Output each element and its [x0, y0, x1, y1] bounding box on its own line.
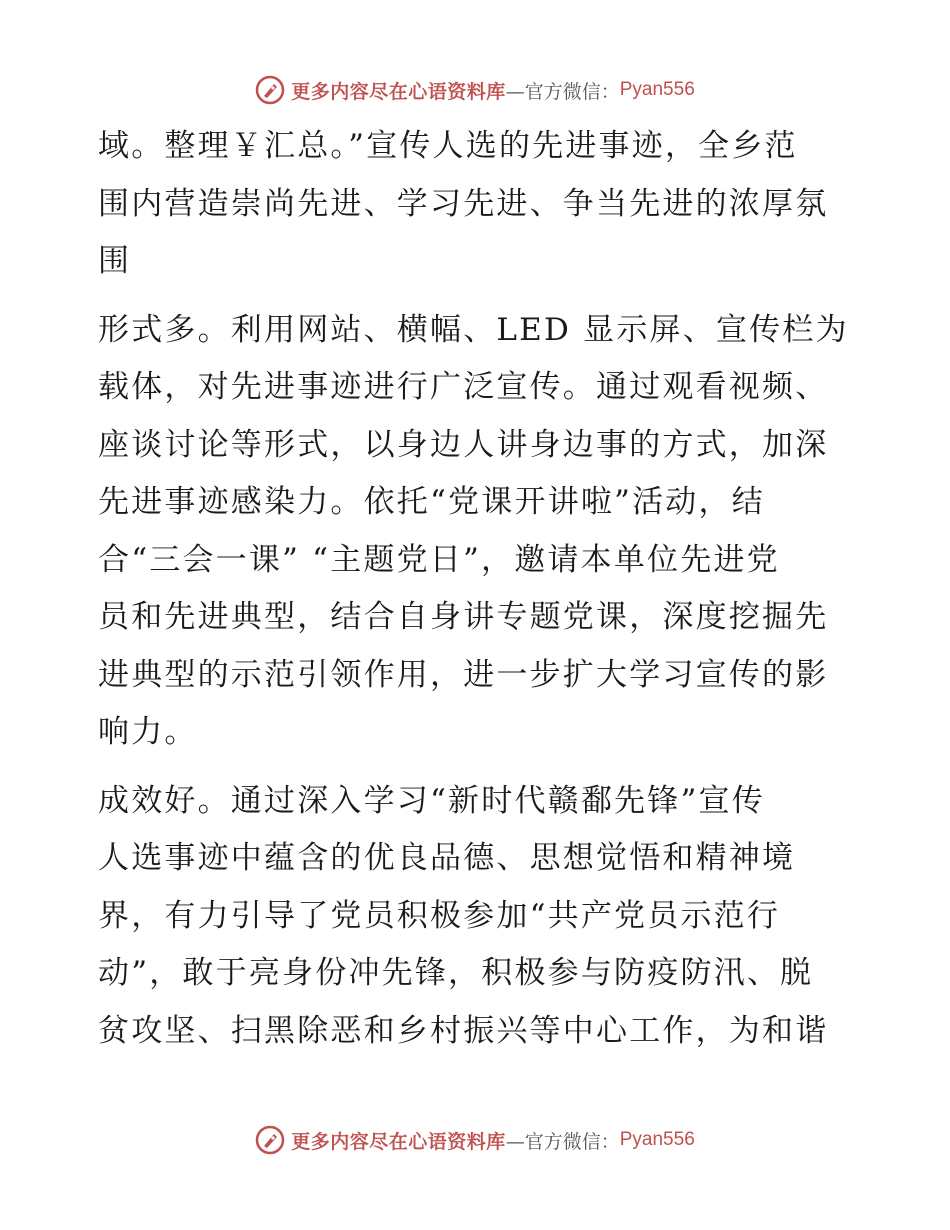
- text-line: 成效好。通过深入学习“新时代赣鄱先锋”宣传: [98, 782, 765, 819]
- text-line: 围: [98, 243, 132, 279]
- text-line: 域。整理￥汇总。”宣传人选的先进事迹，全乡范: [98, 128, 798, 164]
- text-line: 动”，敢于亮身份冲先锋，积极参与防疫防汛、脱: [98, 955, 814, 991]
- text-line: 座谈讨论等形式，以身边人讲身边事的方式，加深: [98, 426, 829, 463]
- footer-wechat-label: —官方微信：: [505, 1130, 620, 1153]
- paragraph-3: [98, 773, 858, 1061]
- text-line: 员和先进典型，结合自身讲专题党课，深度挖掘先: [98, 599, 829, 635]
- text-line: 界，有力引导了党员积极参加“共产党员示范行: [98, 897, 781, 934]
- text-line: 载体，对先进事迹进行广泛宣传。通过观看视频、: [98, 369, 829, 405]
- header-brand-text: 更多内容尽在心语资料库: [291, 80, 506, 103]
- header-wechat-label: —官方微信：: [505, 80, 620, 103]
- paragraph-1: [98, 118, 858, 291]
- text-line: 进典型的示范引领作用，进一步扩大学习宣传的影: [98, 656, 829, 693]
- header-banner: [0, 70, 950, 110]
- text-line: 响力。: [98, 714, 198, 750]
- text-line: 合“三会一课” “主题党日”，邀请本单位先进党: [98, 541, 780, 578]
- footer-wechat-id: Pyan556: [619, 1129, 695, 1150]
- header-wechat-id: Pyan556: [619, 79, 695, 100]
- footer-banner: [0, 1120, 950, 1160]
- text-line: 围内营造崇尚先进、学习先进、争当先进的浓厚氛: [98, 185, 829, 222]
- text-line: 形式多。利用网站、横幅、LED 显示屏、宣传栏为: [98, 311, 849, 348]
- paragraph-2: [98, 302, 858, 762]
- document-body: [98, 118, 858, 1060]
- text-line: 人选事迹中蕴含的优良品德、思想觉悟和精神境: [98, 840, 796, 876]
- text-line: 贫攻坚、扫黑除恶和乡村振兴等中心工作，为和谐: [98, 1012, 829, 1049]
- text-line: 先进事迹感染力。依托“党课开讲啦”活动，结: [98, 484, 765, 520]
- pen-nib-logo-icon: [255, 75, 285, 105]
- footer-brand-text: 更多内容尽在心语资料库: [291, 1130, 506, 1153]
- pen-nib-logo-icon: [255, 1125, 285, 1155]
